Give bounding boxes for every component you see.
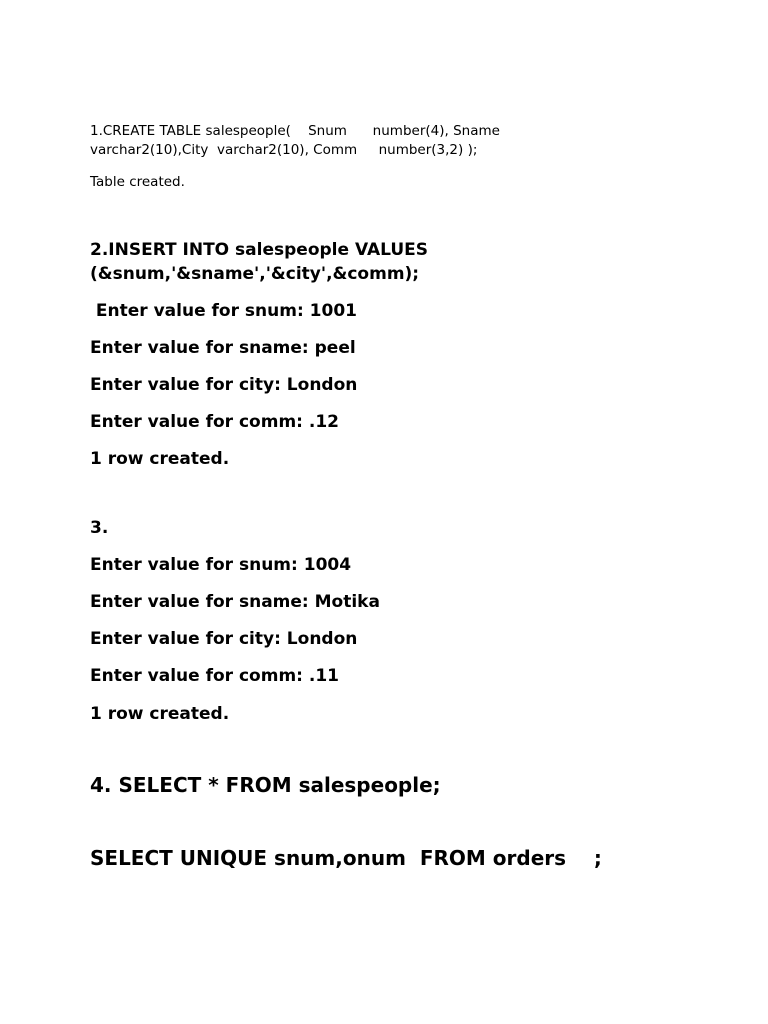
prompt-city: Enter value for city: London (90, 375, 358, 395)
section-3-heading: 3. (90, 518, 109, 538)
select-salespeople-query: 4. SELECT * FROM salespeople; (90, 773, 441, 797)
create-table-statement-line-2: varchar2(10),City varchar2(10), Comm number(3,2) ); (90, 142, 478, 158)
prompt-city: Enter value for city: London (90, 629, 358, 649)
prompt-comm: Enter value for comm: .12 (90, 412, 339, 432)
create-table-statement-line-1: 1.CREATE TABLE salespeople( Snum number(4), Sname (90, 123, 500, 139)
prompt-comm: Enter value for comm: .11 (90, 666, 339, 686)
row-created-message: 1 row created. (90, 449, 230, 469)
prompt-sname: Enter value for sname: Motika (90, 592, 380, 612)
select-unique-query: SELECT UNIQUE snum,onum FROM orders ; (90, 846, 602, 870)
prompt-sname: Enter value for sname: peel (90, 338, 356, 358)
insert-statement-line-1: 2.INSERT INTO salespeople VALUES (90, 240, 428, 260)
prompt-snum: Enter value for snum: 1004 (90, 555, 352, 575)
insert-statement-line-2: (&snum,'&sname','&city',&comm); (90, 264, 420, 284)
table-created-message: Table created. (90, 174, 185, 190)
prompt-snum: Enter value for snum: 1001 (90, 301, 357, 321)
row-created-message: 1 row created. (90, 704, 230, 724)
